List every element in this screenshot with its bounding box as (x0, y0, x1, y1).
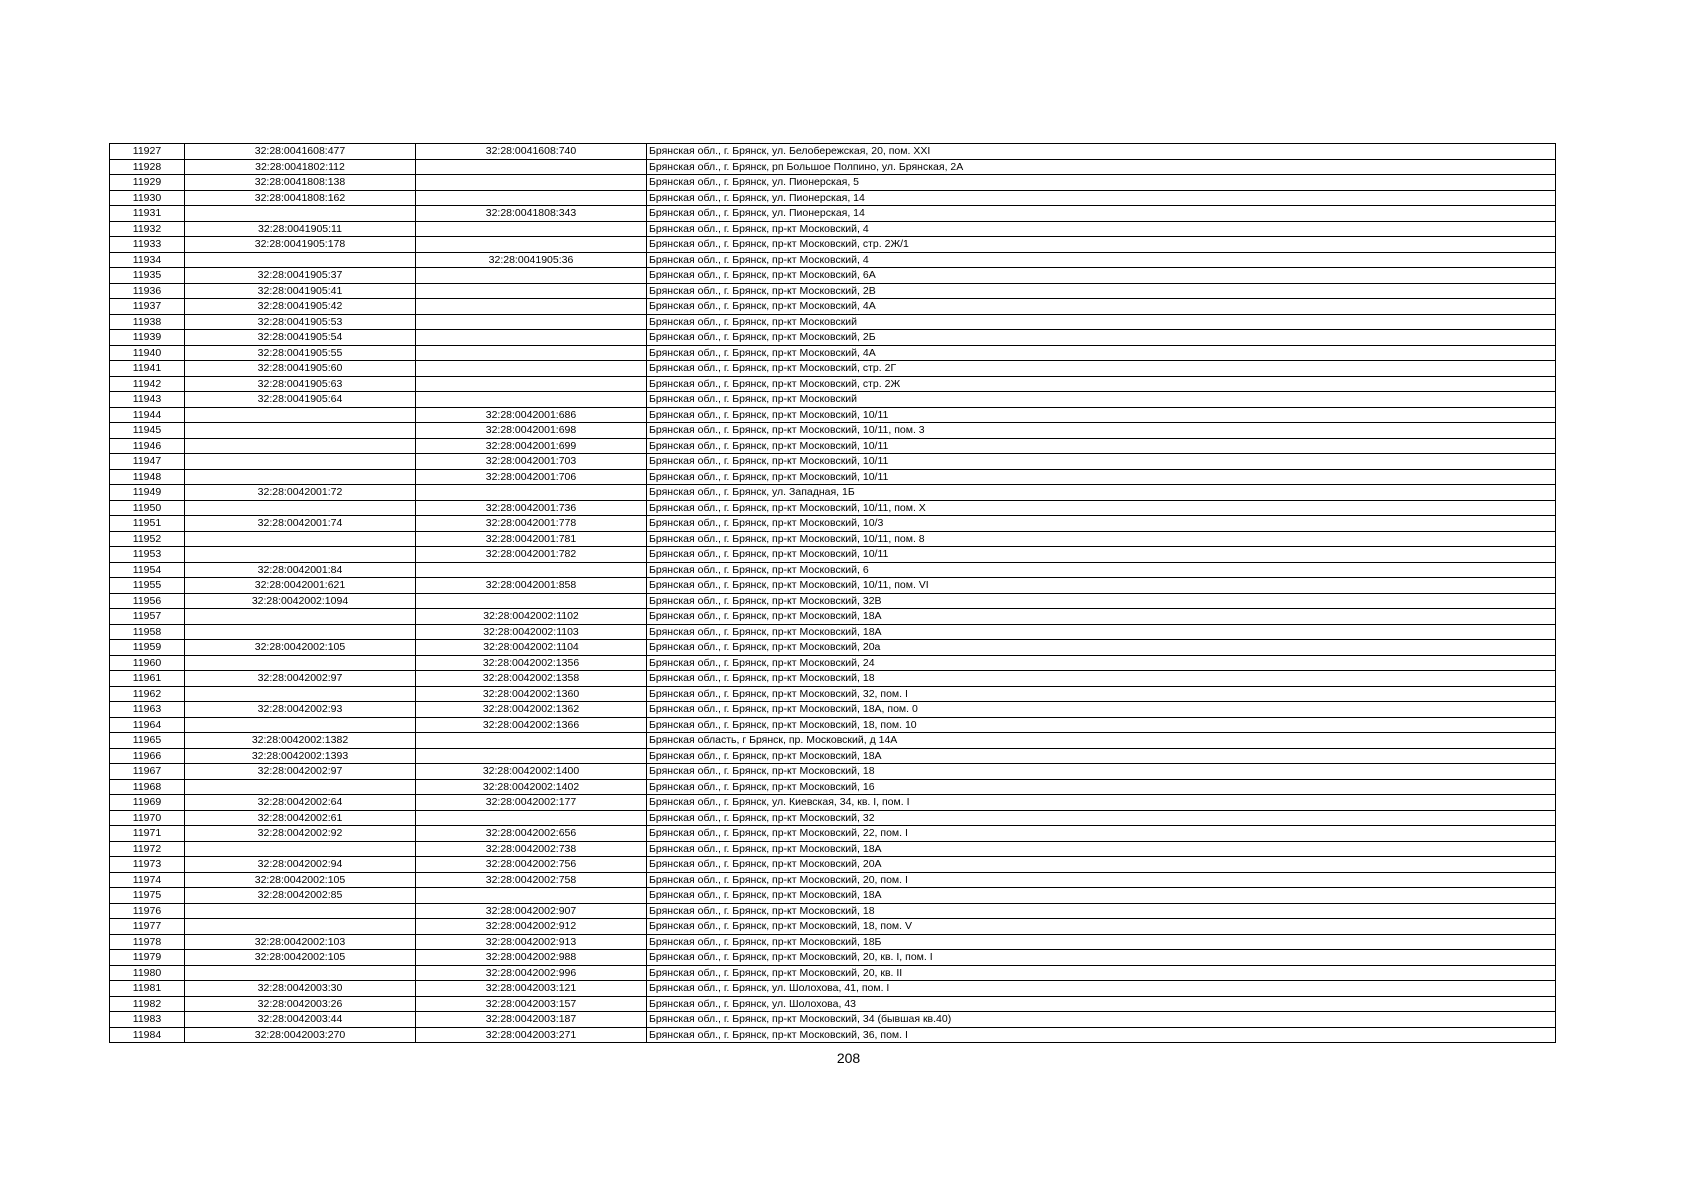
building-number-cell: 32:28:0042001:699 (416, 438, 647, 454)
table-row (110, 717, 1556, 733)
address-cell: Брянская обл., г. Брянск, пр-кт Московский, 34 (бывшая кв.40) (647, 1012, 1556, 1028)
table-row (110, 268, 1556, 284)
table-row (110, 624, 1556, 640)
address-cell: Брянская обл., г. Брянск, пр-кт Московский, 22, пом. I (647, 826, 1556, 842)
parcel-number-cell: 32:28:0041802:112 (185, 159, 416, 175)
table-row (110, 1027, 1556, 1043)
row-number-cell: 11939 (110, 330, 185, 346)
address-cell: Брянская обл., г. Брянск, пр-кт Московский, стр. 2Ж (647, 376, 1556, 392)
address-cell: Брянская обл., г. Брянск, рп Большое Полпино, ул. Брянская, 2А (647, 159, 1556, 175)
row-number-cell: 11951 (110, 516, 185, 532)
row-number-cell: 11943 (110, 392, 185, 408)
parcel-number-cell: 32:28:0041905:42 (185, 299, 416, 315)
parcel-number-cell (185, 454, 416, 470)
address-cell: Брянская обл., г. Брянск, пр-кт Московский, 4А (647, 345, 1556, 361)
address-cell: Брянская обл., г. Брянск, пр-кт Московский, 18А (647, 609, 1556, 625)
parcel-number-cell: 32:28:0042002:105 (185, 872, 416, 888)
table-row (110, 392, 1556, 408)
building-number-cell (416, 485, 647, 501)
parcel-number-cell (185, 624, 416, 640)
address-cell: Брянская обл., г. Брянск, пр-кт Московский, 20, кв. I, пом. I (647, 950, 1556, 966)
address-cell: Брянская обл., г. Брянск, пр-кт Московский, 2В (647, 283, 1556, 299)
row-number-cell: 11964 (110, 717, 185, 733)
address-cell: Брянская обл., г. Брянск, пр-кт Московский, 20, кв. II (647, 965, 1556, 981)
parcel-number-cell: 32:28:0042003:44 (185, 1012, 416, 1028)
building-number-cell: 32:28:0042002:1402 (416, 779, 647, 795)
table-row (110, 221, 1556, 237)
row-number-cell: 11979 (110, 950, 185, 966)
parcel-number-cell: 32:28:0042002:97 (185, 764, 416, 780)
building-number-cell: 32:28:0042001:698 (416, 423, 647, 439)
parcel-number-cell (185, 965, 416, 981)
building-number-cell (416, 237, 647, 253)
parcel-number-cell (185, 252, 416, 268)
row-number-cell: 11947 (110, 454, 185, 470)
table-row (110, 934, 1556, 950)
building-number-cell (416, 190, 647, 206)
parcel-number-cell (185, 547, 416, 563)
table-row (110, 376, 1556, 392)
row-number-cell: 11983 (110, 1012, 185, 1028)
parcel-number-cell: 32:28:0042001:621 (185, 578, 416, 594)
table-row (110, 779, 1556, 795)
address-cell: Брянская обл., г. Брянск, пр-кт Московский, 10/3 (647, 516, 1556, 532)
address-cell: Брянская обл., г. Брянск, пр-кт Московский, 18А (647, 624, 1556, 640)
building-number-cell (416, 888, 647, 904)
table-row (110, 981, 1556, 997)
address-cell: Брянская обл., г. Брянск, пр-кт Московский, 18А (647, 748, 1556, 764)
parcel-number-cell: 32:28:0041905:54 (185, 330, 416, 346)
table-row (110, 206, 1556, 222)
row-number-cell: 11981 (110, 981, 185, 997)
table-row (110, 826, 1556, 842)
parcel-number-cell: 32:28:0041905:63 (185, 376, 416, 392)
row-number-cell: 11942 (110, 376, 185, 392)
table-row (110, 578, 1556, 594)
parcel-number-cell: 32:28:0042002:105 (185, 640, 416, 656)
address-cell: Брянская обл., г. Брянск, пр-кт Московский (647, 392, 1556, 408)
row-number-cell: 11975 (110, 888, 185, 904)
table-row (110, 1012, 1556, 1028)
table-row (110, 500, 1556, 516)
table-row (110, 919, 1556, 935)
table-row (110, 810, 1556, 826)
parcel-number-cell (185, 841, 416, 857)
building-number-cell: 32:28:0042002:1360 (416, 686, 647, 702)
address-cell: Брянская обл., г. Брянск, пр-кт Московский, 18 (647, 764, 1556, 780)
parcel-number-cell (185, 438, 416, 454)
table-row (110, 345, 1556, 361)
row-number-cell: 11950 (110, 500, 185, 516)
address-cell: Брянская обл., г. Брянск, пр-кт Московский, 32В (647, 593, 1556, 609)
row-number-cell: 11932 (110, 221, 185, 237)
address-cell: Брянская обл., г. Брянск, пр-кт Московский, 4 (647, 252, 1556, 268)
address-cell: Брянская обл., г. Брянск, пр-кт Московский, 4А (647, 299, 1556, 315)
table-row (110, 314, 1556, 330)
row-number-cell: 11954 (110, 562, 185, 578)
table-row (110, 175, 1556, 191)
address-cell: Брянская обл., г. Брянск, пр-кт Московский, 32 (647, 810, 1556, 826)
parcel-number-cell: 32:28:0042001:72 (185, 485, 416, 501)
table-row (110, 159, 1556, 175)
row-number-cell: 11959 (110, 640, 185, 656)
table-row (110, 283, 1556, 299)
address-cell: Брянская обл., г. Брянск, пр-кт Московский, 6А (647, 268, 1556, 284)
building-number-cell (416, 314, 647, 330)
address-cell: Брянская обл., г. Брянск, пр-кт Московский, 10/11, пом. VI (647, 578, 1556, 594)
table-row (110, 438, 1556, 454)
table-row (110, 454, 1556, 470)
row-number-cell: 11982 (110, 996, 185, 1012)
data-table (109, 143, 1556, 1043)
row-number-cell: 11958 (110, 624, 185, 640)
table-row (110, 733, 1556, 749)
building-number-cell: 32:28:0041608:740 (416, 144, 647, 160)
address-cell: Брянская обл., г. Брянск, ул. Пионерская, 5 (647, 175, 1556, 191)
table-row (110, 252, 1556, 268)
row-number-cell: 11978 (110, 934, 185, 950)
building-number-cell: 32:28:0042002:907 (416, 903, 647, 919)
parcel-number-cell (185, 779, 416, 795)
building-number-cell: 32:28:0042002:996 (416, 965, 647, 981)
parcel-number-cell: 32:28:0042002:1094 (185, 593, 416, 609)
parcel-number-cell: 32:28:0042002:94 (185, 857, 416, 873)
building-number-cell (416, 361, 647, 377)
parcel-number-cell: 32:28:0042002:97 (185, 671, 416, 687)
building-number-cell: 32:28:0042002:1362 (416, 702, 647, 718)
address-cell: Брянская обл., г. Брянск, пр-кт Московский, 18, пом. 10 (647, 717, 1556, 733)
building-number-cell: 32:28:0042002:1358 (416, 671, 647, 687)
building-number-cell (416, 593, 647, 609)
address-cell: Брянская обл., г. Брянск, ул. Белобережская, 20, пом. XXI (647, 144, 1556, 160)
building-number-cell: 32:28:0042001:706 (416, 469, 647, 485)
address-cell: Брянская обл., г. Брянск, пр-кт Московский, 10/11 (647, 469, 1556, 485)
parcel-number-cell: 32:28:0042003:26 (185, 996, 416, 1012)
table-row (110, 190, 1556, 206)
address-cell: Брянская обл., г. Брянск, пр-кт Московский, 20А (647, 857, 1556, 873)
row-number-cell: 11930 (110, 190, 185, 206)
parcel-number-cell: 32:28:0042002:103 (185, 934, 416, 950)
row-number-cell: 11956 (110, 593, 185, 609)
parcel-number-cell: 32:28:0042003:30 (185, 981, 416, 997)
building-number-cell (416, 283, 647, 299)
table-row (110, 888, 1556, 904)
address-cell: Брянская обл., г. Брянск, пр-кт Московский (647, 314, 1556, 330)
row-number-cell: 11941 (110, 361, 185, 377)
parcel-number-cell: 32:28:0041905:178 (185, 237, 416, 253)
table-row (110, 330, 1556, 346)
parcel-number-cell: 32:28:0041905:53 (185, 314, 416, 330)
table-row (110, 144, 1556, 160)
table-row (110, 469, 1556, 485)
building-number-cell (416, 392, 647, 408)
building-number-cell: 32:28:0042002:1104 (416, 640, 647, 656)
row-number-cell: 11949 (110, 485, 185, 501)
building-number-cell: 32:28:0042003:271 (416, 1027, 647, 1043)
row-number-cell: 11980 (110, 965, 185, 981)
row-number-cell: 11976 (110, 903, 185, 919)
building-number-cell (416, 376, 647, 392)
parcel-number-cell: 32:28:0041905:64 (185, 392, 416, 408)
table-row (110, 903, 1556, 919)
row-number-cell: 11962 (110, 686, 185, 702)
parcel-number-cell: 32:28:0042002:93 (185, 702, 416, 718)
table-row (110, 795, 1556, 811)
table-row (110, 237, 1556, 253)
row-number-cell: 11946 (110, 438, 185, 454)
building-number-cell (416, 299, 647, 315)
row-number-cell: 11967 (110, 764, 185, 780)
table-row (110, 361, 1556, 377)
row-number-cell: 11970 (110, 810, 185, 826)
building-number-cell (416, 562, 647, 578)
table-row (110, 547, 1556, 563)
parcel-number-cell: 32:28:0041808:162 (185, 190, 416, 206)
building-number-cell: 32:28:0042002:1366 (416, 717, 647, 733)
row-number-cell: 11965 (110, 733, 185, 749)
row-number-cell: 11944 (110, 407, 185, 423)
row-number-cell: 11966 (110, 748, 185, 764)
building-number-cell: 32:28:0042002:912 (416, 919, 647, 935)
row-number-cell: 11961 (110, 671, 185, 687)
building-number-cell: 32:28:0042002:756 (416, 857, 647, 873)
parcel-number-cell: 32:28:0042002:92 (185, 826, 416, 842)
address-cell: Брянская обл., г. Брянск, пр-кт Московский, 18 (647, 671, 1556, 687)
parcel-number-cell: 32:28:0041608:477 (185, 144, 416, 160)
row-number-cell: 11963 (110, 702, 185, 718)
address-cell: Брянская обл., г. Брянск, пр-кт Московский, 10/11 (647, 438, 1556, 454)
building-number-cell: 32:28:0042001:736 (416, 500, 647, 516)
parcel-number-cell (185, 903, 416, 919)
address-cell: Брянская обл., г. Брянск, пр-кт Московский, 10/11, пом. Х (647, 500, 1556, 516)
table-row (110, 857, 1556, 873)
parcel-number-cell: 32:28:0042001:74 (185, 516, 416, 532)
table-body (110, 144, 1556, 1043)
table-row (110, 655, 1556, 671)
building-number-cell: 32:28:0042002:177 (416, 795, 647, 811)
address-cell: Брянская обл., г. Брянск, пр-кт Московский, 2Б (647, 330, 1556, 346)
parcel-number-cell: 32:28:0041905:41 (185, 283, 416, 299)
address-cell: Брянская обл., г. Брянск, пр-кт Московский, 18Б (647, 934, 1556, 950)
parcel-number-cell: 32:28:0042002:61 (185, 810, 416, 826)
building-number-cell: 32:28:0041808:343 (416, 206, 647, 222)
row-number-cell: 11935 (110, 268, 185, 284)
row-number-cell: 11937 (110, 299, 185, 315)
building-number-cell: 32:28:0042001:858 (416, 578, 647, 594)
parcel-number-cell: 32:28:0042002:1382 (185, 733, 416, 749)
row-number-cell: 11928 (110, 159, 185, 175)
address-cell: Брянская обл., г. Брянск, пр-кт Московский, 18 (647, 903, 1556, 919)
address-cell: Брянская обл., г. Брянск, пр-кт Московский, 16 (647, 779, 1556, 795)
address-cell: Брянская обл., г. Брянск, ул. Шолохова, 43 (647, 996, 1556, 1012)
table-row (110, 764, 1556, 780)
row-number-cell: 11945 (110, 423, 185, 439)
building-number-cell: 32:28:0042002:1356 (416, 655, 647, 671)
parcel-number-cell (185, 609, 416, 625)
table-row (110, 950, 1556, 966)
address-cell: Брянская обл., г. Брянск, пр-кт Московский, 10/11 (647, 454, 1556, 470)
row-number-cell: 11972 (110, 841, 185, 857)
building-number-cell: 32:28:0042002:1400 (416, 764, 647, 780)
building-number-cell: 32:28:0042003:187 (416, 1012, 647, 1028)
address-cell: Брянская обл., г. Брянск, пр-кт Московский, 20, пом. I (647, 872, 1556, 888)
row-number-cell: 11933 (110, 237, 185, 253)
building-number-cell: 32:28:0042002:1102 (416, 609, 647, 625)
building-number-cell: 32:28:0042003:157 (416, 996, 647, 1012)
row-number-cell: 11927 (110, 144, 185, 160)
table-row (110, 299, 1556, 315)
parcel-number-cell: 32:28:0042002:1393 (185, 748, 416, 764)
parcel-number-cell: 32:28:0041905:60 (185, 361, 416, 377)
building-number-cell: 32:28:0042001:778 (416, 516, 647, 532)
parcel-number-cell (185, 531, 416, 547)
table-row (110, 485, 1556, 501)
building-number-cell: 32:28:0042002:738 (416, 841, 647, 857)
building-number-cell: 32:28:0042002:913 (416, 934, 647, 950)
row-number-cell: 11948 (110, 469, 185, 485)
parcel-number-cell (185, 686, 416, 702)
building-number-cell (416, 159, 647, 175)
row-number-cell: 11960 (110, 655, 185, 671)
row-number-cell: 11984 (110, 1027, 185, 1043)
parcel-number-cell (185, 655, 416, 671)
table-row (110, 841, 1556, 857)
address-cell: Брянская обл., г. Брянск, пр-кт Московский, 6 (647, 562, 1556, 578)
address-cell: Брянская обл., г. Брянск, пр-кт Московский, 18А, пом. 0 (647, 702, 1556, 718)
row-number-cell: 11968 (110, 779, 185, 795)
row-number-cell: 11931 (110, 206, 185, 222)
address-cell: Брянская обл., г. Брянск, ул. Пионерская, 14 (647, 206, 1556, 222)
parcel-number-cell: 32:28:0042002:105 (185, 950, 416, 966)
row-number-cell: 11952 (110, 531, 185, 547)
parcel-number-cell (185, 469, 416, 485)
parcel-number-cell: 32:28:0041905:11 (185, 221, 416, 237)
row-number-cell: 11955 (110, 578, 185, 594)
building-number-cell: 32:28:0042002:1103 (416, 624, 647, 640)
row-number-cell: 11971 (110, 826, 185, 842)
table-row (110, 996, 1556, 1012)
building-number-cell: 32:28:0041905:36 (416, 252, 647, 268)
table-row (110, 965, 1556, 981)
address-cell: Брянская обл., г. Брянск, пр-кт Московский, 20а (647, 640, 1556, 656)
address-cell: Брянская обл., г. Брянск, пр-кт Московский, 4 (647, 221, 1556, 237)
address-cell: Брянская обл., г. Брянск, пр-кт Московский, стр. 2Г (647, 361, 1556, 377)
table-row (110, 640, 1556, 656)
page-number: 208 (836, 1050, 861, 1066)
address-cell: Брянская область, г Брянск, пр. Московский, д 14А (647, 733, 1556, 749)
row-number-cell: 11929 (110, 175, 185, 191)
address-cell: Брянская обл., г. Брянск, пр-кт Московский, 10/11 (647, 407, 1556, 423)
building-number-cell: 32:28:0042002:656 (416, 826, 647, 842)
building-number-cell (416, 221, 647, 237)
table-row (110, 671, 1556, 687)
table-row (110, 423, 1556, 439)
parcel-number-cell: 32:28:0041808:138 (185, 175, 416, 191)
table-row (110, 686, 1556, 702)
address-cell: Брянская обл., г. Брянск, пр-кт Московский, 18А (647, 888, 1556, 904)
row-number-cell: 11938 (110, 314, 185, 330)
building-number-cell (416, 330, 647, 346)
table-row (110, 872, 1556, 888)
address-cell: Брянская обл., г. Брянск, пр-кт Московский, 10/11, пом. 3 (647, 423, 1556, 439)
address-cell: Брянская обл., г. Брянск, ул. Пионерская, 14 (647, 190, 1556, 206)
row-number-cell: 11934 (110, 252, 185, 268)
parcel-number-cell (185, 206, 416, 222)
parcel-number-cell: 32:28:0041905:37 (185, 268, 416, 284)
parcel-number-cell: 32:28:0042003:270 (185, 1027, 416, 1043)
table-row (110, 531, 1556, 547)
parcel-number-cell (185, 423, 416, 439)
row-number-cell: 11969 (110, 795, 185, 811)
address-cell: Брянская обл., г. Брянск, ул. Шолохова, 41, пом. I (647, 981, 1556, 997)
building-number-cell: 32:28:0042002:758 (416, 872, 647, 888)
building-number-cell (416, 733, 647, 749)
building-number-cell: 32:28:0042001:782 (416, 547, 647, 563)
row-number-cell: 11936 (110, 283, 185, 299)
address-cell: Брянская обл., г. Брянск, ул. Западная, 1Б (647, 485, 1556, 501)
address-cell: Брянская обл., г. Брянск, ул. Киевская, 34, кв. I, пом. I (647, 795, 1556, 811)
building-number-cell (416, 345, 647, 361)
table-row (110, 516, 1556, 532)
table-row (110, 748, 1556, 764)
row-number-cell: 11977 (110, 919, 185, 935)
building-number-cell (416, 810, 647, 826)
parcel-number-cell: 32:28:0042002:85 (185, 888, 416, 904)
address-cell: Брянская обл., г. Брянск, пр-кт Московский, 10/11, пом. 8 (647, 531, 1556, 547)
parcel-number-cell (185, 717, 416, 733)
parcel-number-cell (185, 500, 416, 516)
building-number-cell: 32:28:0042003:121 (416, 981, 647, 997)
building-number-cell (416, 175, 647, 191)
parcel-number-cell (185, 919, 416, 935)
address-cell: Брянская обл., г. Брянск, пр-кт Московский, 18, пом. V (647, 919, 1556, 935)
row-number-cell: 11973 (110, 857, 185, 873)
table-row (110, 562, 1556, 578)
building-number-cell (416, 748, 647, 764)
parcel-number-cell: 32:28:0042001:84 (185, 562, 416, 578)
address-cell: Брянская обл., г. Брянск, пр-кт Московский, 32, пом. I (647, 686, 1556, 702)
address-cell: Брянская обл., г. Брянск, пр-кт Московский, 18А (647, 841, 1556, 857)
table-row (110, 593, 1556, 609)
parcel-number-cell: 32:28:0041905:55 (185, 345, 416, 361)
address-cell: Брянская обл., г. Брянск, пр-кт Московский, 24 (647, 655, 1556, 671)
building-number-cell: 32:28:0042001:703 (416, 454, 647, 470)
address-cell: Брянская обл., г. Брянск, пр-кт Московский, 36, пом. I (647, 1027, 1556, 1043)
building-number-cell: 32:28:0042001:781 (416, 531, 647, 547)
table-row (110, 609, 1556, 625)
row-number-cell: 11974 (110, 872, 185, 888)
row-number-cell: 11940 (110, 345, 185, 361)
parcel-number-cell (185, 407, 416, 423)
building-number-cell (416, 268, 647, 284)
parcel-number-cell: 32:28:0042002:64 (185, 795, 416, 811)
address-cell: Брянская обл., г. Брянск, пр-кт Московский, 10/11 (647, 547, 1556, 563)
address-cell: Брянская обл., г. Брянск, пр-кт Московский, стр. 2Ж/1 (647, 237, 1556, 253)
building-number-cell: 32:28:0042002:988 (416, 950, 647, 966)
table-row (110, 407, 1556, 423)
table-row (110, 702, 1556, 718)
building-number-cell: 32:28:0042001:686 (416, 407, 647, 423)
row-number-cell: 11957 (110, 609, 185, 625)
row-number-cell: 11953 (110, 547, 185, 563)
